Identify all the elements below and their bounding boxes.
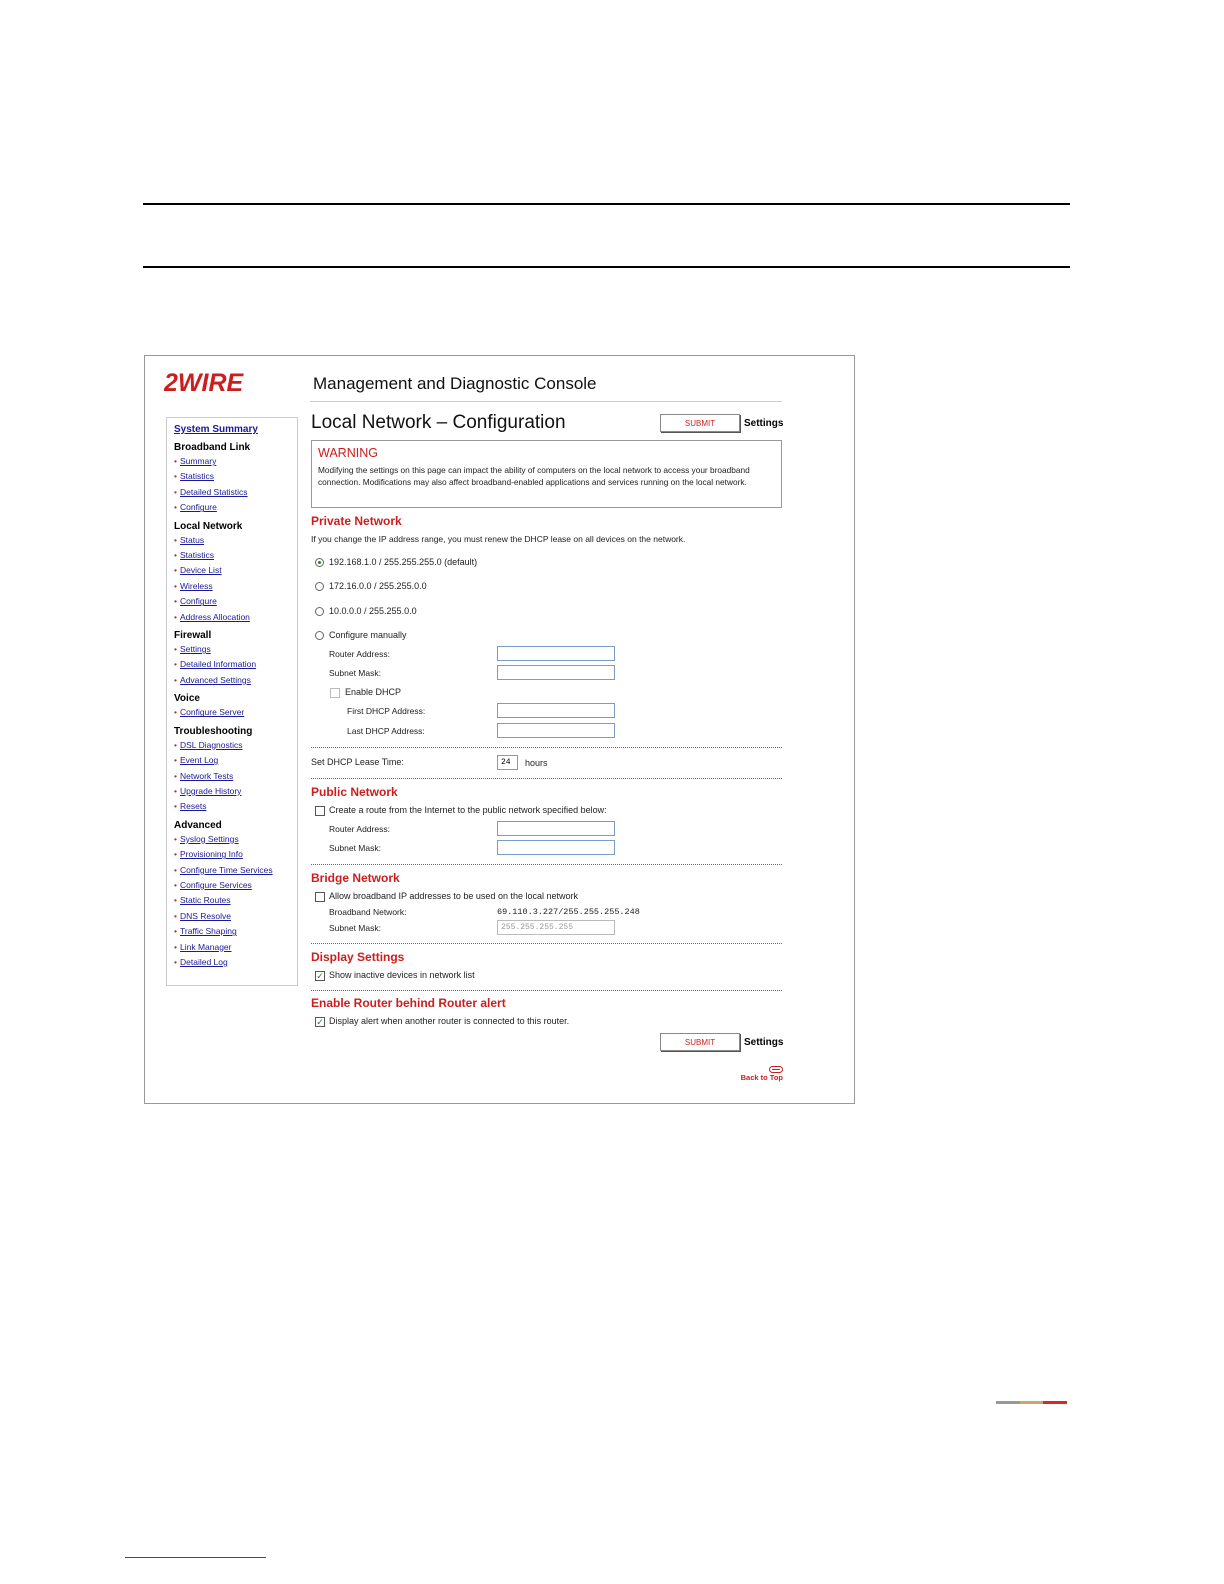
show-inactive-checkbox[interactable]: ✓: [316, 971, 324, 981]
back-to-top-icon: [769, 1066, 783, 1073]
bullet-icon: •: [174, 611, 177, 622]
bullet-icon: •: [174, 596, 177, 607]
radio-option-172[interactable]: [315, 582, 324, 591]
show-inactive-label: Show inactive devices in network list: [329, 970, 475, 980]
router-alert-label: Display alert when another router is connected to this router.: [329, 1016, 570, 1026]
section-divider: [311, 778, 782, 779]
sidebar-item-link[interactable]: Network Tests: [179, 770, 234, 781]
sidebar-item-link[interactable]: Traffic Shaping: [179, 926, 237, 937]
footer-accent-red: [1043, 1401, 1067, 1404]
bullet-icon: •: [174, 644, 177, 655]
sidebar-item: [174, 769, 297, 784]
submit-button-top[interactable]: SUBMIT: [660, 414, 740, 432]
radio-label-172: 172.16.0.0 / 255.255.0.0: [329, 581, 427, 591]
2wire-logo: [164, 369, 260, 395]
bridge-subnet-label: Subnet Mask:: [329, 923, 381, 933]
sidebar-item: [174, 893, 297, 908]
sidebar-item-link[interactable]: Wireless: [179, 580, 213, 591]
radio-label-10: 10.0.0.0 / 255.255.0.0: [329, 606, 417, 616]
sidebar-item: [174, 940, 297, 955]
bullet-icon: •: [174, 486, 177, 497]
bullet-icon: •: [174, 550, 177, 561]
router-alert-checkbox[interactable]: ✓: [316, 1017, 324, 1027]
sidebar-item: [174, 548, 297, 563]
sidebar-item-link[interactable]: Provisioning Info: [179, 849, 243, 860]
footer-accent-tan: [1020, 1401, 1043, 1404]
sidebar-item-link[interactable]: Configure Time Services: [179, 864, 273, 875]
bullet-icon: •: [174, 785, 177, 796]
private-network-title: Private Network: [311, 514, 402, 528]
subnet-mask-field[interactable]: [497, 665, 615, 680]
bullet-icon: •: [174, 956, 177, 967]
bullet-icon: •: [174, 456, 177, 466]
router-address-label: Router Address:: [329, 649, 390, 659]
sidebar-item: [174, 909, 297, 924]
sidebar-item-link[interactable]: Configure Server: [179, 707, 245, 718]
bullet-icon: •: [174, 941, 177, 952]
broadband-network-value: 69.110.3.227/255.255.255.248: [497, 907, 640, 917]
sidebar-item: [174, 784, 297, 799]
submit-button-bottom[interactable]: SUBMIT: [660, 1033, 740, 1051]
sidebar-item: [174, 799, 297, 814]
sidebar-item-link[interactable]: Detailed Statistics: [179, 486, 248, 497]
sidebar-item-link[interactable]: DNS Resolve: [179, 910, 232, 921]
last-dhcp-label: Last DHCP Address:: [347, 726, 425, 736]
display-settings-title: Display Settings: [311, 950, 405, 964]
sidebar-system-summary-link[interactable]: System Summary: [174, 424, 258, 435]
first-dhcp-field[interactable]: [497, 703, 615, 718]
bridge-network-title: Bridge Network: [311, 871, 400, 885]
public-router-address-field[interactable]: [497, 821, 615, 836]
bullet-icon: •: [174, 471, 177, 482]
sidebar-item-link[interactable]: Syslog Settings: [179, 833, 239, 844]
sidebar-item-link[interactable]: Link Manager: [179, 941, 232, 952]
sidebar-item-link[interactable]: Status: [179, 534, 205, 545]
sidebar-item: [174, 579, 297, 594]
sidebar-item: [174, 705, 297, 720]
bullet-icon: •: [174, 864, 177, 875]
sidebar-item: [174, 610, 297, 625]
sidebar-item: [174, 469, 297, 484]
back-to-top-link[interactable]: [741, 1066, 783, 1082]
sidebar-item-link[interactable]: Resets: [179, 801, 207, 812]
subnet-mask-label: Subnet Mask:: [329, 668, 381, 678]
bullet-icon: •: [174, 739, 177, 750]
sidebar-group-title: Voice: [174, 693, 200, 705]
lease-time-unit: hours: [525, 758, 548, 768]
sidebar-item-link[interactable]: Configure: [179, 502, 217, 513]
bullet-icon: •: [174, 580, 177, 591]
sidebar-item-link[interactable]: DSL Diagnostics: [179, 739, 243, 750]
sidebar-group-title: Advanced: [174, 819, 222, 831]
sidebar-item-link[interactable]: Summary: [179, 456, 217, 466]
bullet-icon: •: [174, 910, 177, 921]
sidebar-item-link[interactable]: Detailed Log: [179, 956, 228, 967]
sidebar-item: [174, 878, 297, 893]
bridge-checkbox-label: Allow broadband IP addresses to be used on the local network: [329, 891, 578, 901]
public-route-label: Create a route from the Internet to the public network specified below:: [329, 805, 607, 815]
sidebar-item-link[interactable]: Static Routes: [179, 895, 231, 906]
radio-option-192[interactable]: [315, 558, 324, 567]
public-router-address-label: Router Address:: [329, 824, 390, 834]
bullet-icon: •: [174, 926, 177, 937]
first-dhcp-label: First DHCP Address:: [347, 706, 426, 716]
page-title: Local Network – Configuration: [311, 412, 566, 433]
sidebar-item-link[interactable]: Configure: [179, 596, 217, 607]
bridge-checkbox[interactable]: [315, 892, 325, 902]
header-rule-bottom: [143, 266, 1070, 268]
sidebar-item: [174, 924, 297, 939]
sidebar-group-title: Firewall: [174, 630, 212, 642]
sidebar-item-link[interactable]: Device List: [179, 565, 222, 576]
bullet-icon: •: [174, 565, 177, 576]
bullet-icon: •: [174, 879, 177, 890]
sidebar-item: [174, 485, 297, 500]
bullet-icon: •: [174, 801, 177, 812]
bullet-icon: •: [174, 755, 177, 766]
sidebar-item-link[interactable]: Advanced Settings: [179, 674, 251, 685]
sidebar: [166, 417, 298, 986]
sidebar-group-title: Local Network: [174, 520, 243, 532]
bullet-icon: •: [174, 707, 177, 718]
sidebar-item: [174, 738, 297, 753]
bullet-icon: •: [174, 849, 177, 860]
sidebar-group-title: Troubleshooting: [174, 725, 253, 737]
sidebar-item: [174, 657, 297, 672]
bullet-icon: •: [174, 895, 177, 906]
public-route-checkbox[interactable]: [315, 806, 325, 816]
sidebar-item: [174, 955, 297, 970]
bullet-icon: •: [174, 659, 177, 670]
sidebar-item-link[interactable]: Detailed Information: [179, 659, 257, 670]
section-divider: [311, 864, 782, 865]
radio-option-10[interactable]: [315, 607, 324, 616]
public-network-title: Public Network: [311, 785, 398, 799]
bullet-icon: •: [174, 534, 177, 545]
sidebar-item: [174, 454, 297, 469]
sidebar-item: [174, 594, 297, 609]
svg-text:2WIRE: 2WIRE: [164, 369, 244, 395]
section-divider: [311, 943, 782, 944]
bullet-icon: •: [174, 502, 177, 513]
back-to-top-label: Back to Top: [740, 1073, 783, 1082]
router-alert-title: Enable Router behind Router alert: [311, 996, 506, 1010]
sidebar-item: [174, 863, 297, 878]
submit-suffix-bottom: Settings: [744, 1036, 784, 1048]
sidebar-item: [174, 563, 297, 578]
screenshot-frame: [144, 355, 855, 1104]
console-title: Management and Diagnostic Console: [313, 374, 597, 393]
router-address-field[interactable]: [497, 646, 615, 661]
sidebar-item: [174, 533, 297, 548]
submit-bottom: [660, 1033, 783, 1051]
sidebar-groups: [174, 442, 297, 970]
sidebar-item: [174, 642, 297, 657]
warning-title: WARNING: [318, 446, 378, 460]
enable-dhcp-checkbox[interactable]: [330, 688, 340, 698]
header-divider: [310, 401, 782, 402]
last-dhcp-field[interactable]: [497, 723, 615, 738]
bullet-icon: •: [174, 770, 177, 781]
public-subnet-mask-label: Subnet Mask:: [329, 843, 381, 853]
sidebar-group-title: Broadband Link: [174, 442, 251, 453]
sidebar-item: [174, 500, 297, 515]
enable-dhcp-label: Enable DHCP: [345, 687, 402, 697]
sidebar-item-link[interactable]: Event Log: [179, 755, 219, 766]
submit-suffix-top: Settings: [744, 417, 784, 429]
section-divider: [311, 990, 782, 991]
private-network-note: If you change the IP address range, you must renew the DHCP lease on all devices on the network.: [311, 534, 686, 544]
header-rule-top: [143, 203, 1070, 205]
sidebar-item-link[interactable]: Upgrade History: [179, 785, 242, 796]
sidebar-item-link[interactable]: Settings: [179, 644, 211, 655]
footer-accent-gray: [996, 1401, 1020, 1404]
sidebar-item: [174, 753, 297, 768]
sidebar-item: [174, 847, 297, 862]
radio-label-192: 192.168.1.0 / 255.255.255.0 (default): [329, 557, 478, 567]
warning-text: Modifying the settings on this page can impact the ability of computers on the local network to access your broadband connection. Modifications may also affect broadband-enabled applications and services running on the local network.: [318, 465, 750, 487]
radio-label-manual: Configure manually: [329, 630, 407, 640]
section-divider: [311, 747, 782, 748]
bullet-icon: •: [174, 674, 177, 685]
sidebar-item-link[interactable]: Configure Services: [179, 879, 252, 890]
submit-top: [660, 414, 783, 432]
radio-option-manual[interactable]: [315, 631, 324, 640]
broadband-network-label: Broadband Network:: [329, 907, 407, 917]
bullet-icon: •: [174, 833, 177, 844]
sidebar-item-link[interactable]: Address Allocation: [179, 611, 250, 622]
bridge-subnet-field[interactable]: 255.255.255.255: [497, 920, 615, 935]
lease-time-label: Set DHCP Lease Time:: [311, 757, 404, 767]
lease-time-field[interactable]: 24: [497, 755, 518, 770]
sidebar-item: [174, 673, 297, 688]
sidebar-item-link[interactable]: Statistics: [179, 471, 214, 482]
footer-link-underline: [125, 1557, 266, 1558]
warning-box: [311, 440, 782, 508]
sidebar-item-link[interactable]: Statistics: [179, 550, 214, 561]
sidebar-item: [174, 832, 297, 847]
public-subnet-mask-field[interactable]: [497, 840, 615, 855]
